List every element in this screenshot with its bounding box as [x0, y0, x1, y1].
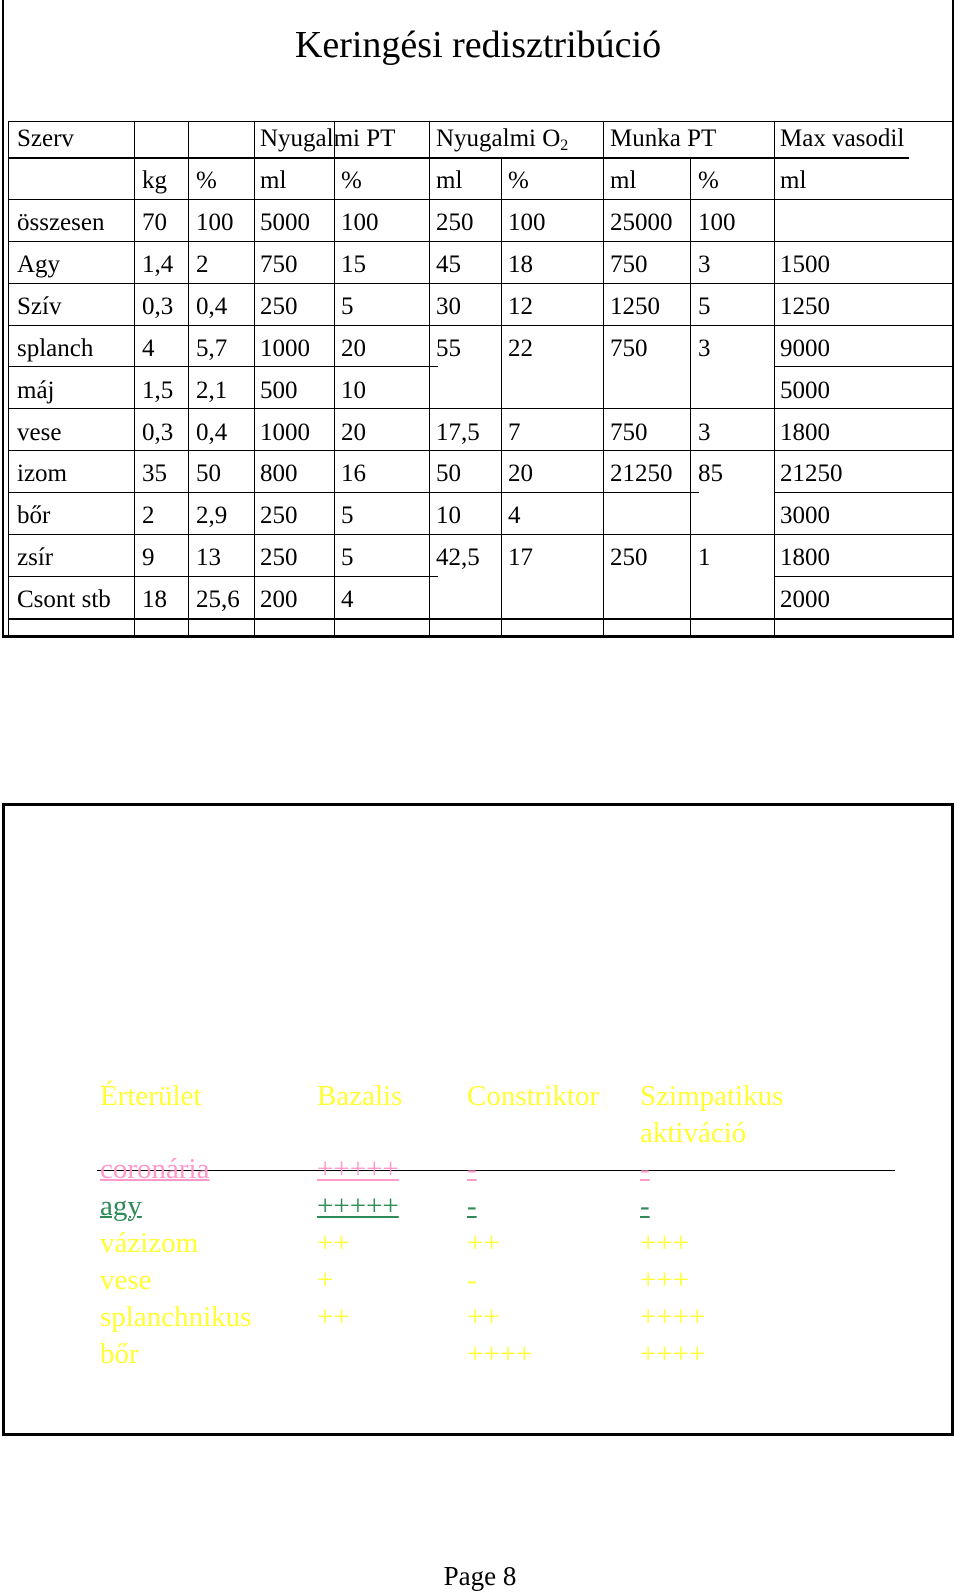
table-cell: 1,5 — [142, 376, 174, 404]
row-organ-label: Agy — [17, 250, 61, 278]
table-rule — [8, 576, 438, 577]
table-rule — [774, 576, 954, 577]
table-cell: 0,3 — [142, 292, 174, 320]
table-rule — [8, 121, 9, 635]
table-rule — [8, 283, 954, 284]
table-cell: 0,3 — [142, 418, 174, 446]
table-cell: 1 — [698, 544, 711, 572]
effect-value: - — [467, 1264, 477, 1296]
units-cell: % — [698, 167, 719, 194]
row-organ-label: vese — [17, 418, 62, 446]
effect-value: ++ — [317, 1227, 350, 1259]
table-cell: 85 — [698, 460, 723, 488]
table-cell: 1250 — [780, 292, 830, 320]
table-cell: 3 — [698, 250, 711, 278]
table-cell: 5 — [341, 502, 354, 530]
effect-value: + — [317, 1264, 334, 1296]
table-cell: 250 — [260, 292, 298, 320]
table-rule — [8, 241, 954, 242]
table-cell: 1250 — [610, 292, 660, 320]
row-organ-label: összesen — [17, 209, 105, 236]
table-rule — [8, 325, 954, 326]
units-cell: ml — [436, 167, 463, 194]
table-rule — [8, 121, 954, 122]
effect-value: +++ — [640, 1227, 690, 1259]
table-cell: 21250 — [780, 460, 843, 488]
effect-value: ++ — [467, 1301, 500, 1333]
row-organ-label: izom — [17, 460, 67, 488]
row-organ-label: Szív — [17, 292, 62, 320]
effect-value: - — [467, 1190, 477, 1222]
table-cell: 7 — [508, 418, 521, 446]
table-rule — [501, 157, 502, 635]
table-cell: 5000 — [260, 209, 310, 236]
table-cell: 9 — [142, 544, 155, 572]
table-cell: 2 — [142, 502, 155, 530]
table-cell: 17 — [508, 544, 533, 572]
row-organ-label: Csont stb — [17, 586, 111, 614]
table-cell: 100 — [341, 209, 379, 236]
row-organ-label: splanch — [17, 334, 94, 362]
table-rule — [8, 450, 954, 451]
header-szimpatikus: Szimpatikus — [640, 1080, 784, 1112]
header-nyugalmi-pt: Nyugalmi PT — [260, 125, 396, 152]
table-cell: 250 — [260, 544, 298, 572]
table-cell: 1800 — [780, 544, 830, 572]
table-rule — [774, 366, 954, 367]
row-organ-label: bőr — [17, 502, 51, 530]
table-rule — [254, 121, 255, 635]
units-cell: % — [508, 167, 529, 194]
table-rule — [774, 492, 954, 493]
table-cell: 0,4 — [196, 292, 228, 320]
table-cell: 750 — [610, 250, 648, 278]
table-cell: 70 — [142, 209, 167, 236]
region-label: bőr — [100, 1338, 139, 1370]
table-cell: 55 — [436, 334, 461, 362]
header-aktivacio: aktiváció — [640, 1117, 747, 1149]
table-cell: 4 — [341, 586, 354, 614]
region-label: coronária — [100, 1153, 210, 1185]
table-cell: 1000 — [260, 334, 310, 362]
effect-value: ++++ — [467, 1338, 533, 1370]
table-cell: 22 — [508, 334, 533, 362]
table-cell: 500 — [260, 376, 298, 404]
effect-value: ++++ — [640, 1338, 706, 1370]
table-rule — [134, 121, 135, 635]
units-cell: % — [341, 167, 362, 194]
table-cell: 250 — [610, 544, 648, 572]
table-rule — [774, 121, 775, 635]
table-cell: 25,6 — [196, 586, 240, 614]
table-cell: 18 — [142, 586, 167, 614]
table-rule — [603, 121, 604, 635]
table-cell: 12 — [508, 292, 533, 320]
table-cell: 4 — [508, 502, 521, 530]
units-cell: % — [196, 167, 217, 194]
table-cell: 1,4 — [142, 250, 174, 278]
table-cell: 3 — [698, 334, 711, 362]
table-cell: 2 — [196, 250, 209, 278]
table-cell: 100 — [196, 209, 234, 236]
effect-value: +++ — [640, 1264, 690, 1296]
table-cell: 13 — [196, 544, 221, 572]
table-cell: 750 — [260, 250, 298, 278]
header-nyugalmi-o2: Nyugalmi $O_2$ — [436, 125, 569, 154]
table-cell: 1800 — [780, 418, 830, 446]
table-cell: 20 — [341, 334, 366, 362]
effect-value: - — [640, 1153, 650, 1185]
table-cell: 45 — [436, 250, 461, 278]
units-cell: ml — [780, 167, 807, 194]
table-cell: 10 — [436, 502, 461, 530]
table-cell: 750 — [610, 334, 648, 362]
table-cell: 5 — [341, 292, 354, 320]
table-cell: 20 — [508, 460, 533, 488]
table-rule — [8, 199, 954, 200]
slide-redistribution — [2, 0, 954, 638]
page-number: Page 8 — [443, 1561, 517, 1591]
table-cell: 5,7 — [196, 334, 228, 362]
table-cell: 20 — [341, 418, 366, 446]
table-cell: 2,1 — [196, 376, 228, 404]
table-cell: 5 — [698, 292, 711, 320]
table-cell: 3000 — [780, 502, 830, 530]
table-cell: 50 — [196, 460, 221, 488]
table-cell: 5000 — [780, 376, 830, 404]
table-rule — [690, 157, 691, 635]
redistribution-table — [8, 121, 954, 635]
table-cell: 42,5 — [436, 544, 480, 572]
table-cell: 18 — [508, 250, 533, 278]
table-rule — [429, 121, 430, 635]
table-cell: 100 — [698, 209, 736, 236]
slide-title: Keringési redisztribúció — [294, 24, 662, 66]
table-cell: 3 — [698, 418, 711, 446]
effect-value: - — [640, 1190, 650, 1222]
table-rule — [8, 366, 438, 367]
units-cell: kg — [142, 167, 167, 194]
header-max-vasodil: Max vasodil — [780, 125, 905, 152]
effect-value: +++++ — [317, 1153, 399, 1185]
table-rule — [8, 492, 699, 493]
table-cell: 4 — [142, 334, 155, 362]
region-label: splanchnikus — [100, 1301, 252, 1333]
region-label: agy — [100, 1190, 142, 1222]
table-rule — [188, 121, 189, 635]
table-cell: 0,4 — [196, 418, 228, 446]
header-munka-pt: Munka PT — [610, 125, 717, 152]
table-cell: 30 — [436, 292, 461, 320]
table-cell: 250 — [260, 502, 298, 530]
units-cell: ml — [610, 167, 637, 194]
table-cell: 21250 — [610, 460, 673, 488]
table-cell: 25000 — [610, 209, 673, 236]
effect-value: +++++ — [317, 1190, 399, 1222]
table-cell: 9000 — [780, 334, 830, 362]
effect-value: - — [467, 1153, 477, 1185]
table-cell: 2000 — [780, 586, 830, 614]
header-constriktor: Constriktor — [467, 1080, 600, 1112]
region-label: vese — [100, 1264, 152, 1296]
effect-value: ++++ — [640, 1301, 706, 1333]
table-cell: 16 — [341, 460, 366, 488]
table-cell: 35 — [142, 460, 167, 488]
header-rule — [97, 1170, 895, 1171]
table-rule — [8, 534, 954, 535]
header-szerv: Szerv — [17, 125, 74, 152]
table-cell: 200 — [260, 586, 298, 614]
header-bazalis: Bazalis — [317, 1080, 403, 1112]
table-cell: 10 — [341, 376, 366, 404]
effect-value: ++ — [317, 1301, 350, 1333]
table-cell: 800 — [260, 460, 298, 488]
table-cell: 1000 — [260, 418, 310, 446]
table-cell: 15 — [341, 250, 366, 278]
table-rule — [8, 618, 954, 620]
table-cell: 750 — [610, 418, 648, 446]
table-cell: 1500 — [780, 250, 830, 278]
units-cell: ml — [260, 167, 287, 194]
table-rule — [334, 121, 335, 635]
table-rule — [953, 121, 954, 635]
row-organ-label: máj — [17, 376, 55, 404]
header-erterulet: Érterület — [100, 1080, 202, 1112]
table-cell: 17,5 — [436, 418, 480, 446]
effect-value: ++ — [467, 1227, 500, 1259]
table-cell: 2,9 — [196, 502, 228, 530]
table-rule — [8, 408, 954, 409]
region-label: vázizom — [100, 1227, 199, 1259]
table-cell: 250 — [436, 209, 474, 236]
table-cell: 50 — [436, 460, 461, 488]
slide-vascular-regulation — [2, 803, 954, 1436]
table-cell: 5 — [341, 544, 354, 572]
table-cell: 100 — [508, 209, 546, 236]
row-organ-label: zsír — [17, 544, 54, 572]
